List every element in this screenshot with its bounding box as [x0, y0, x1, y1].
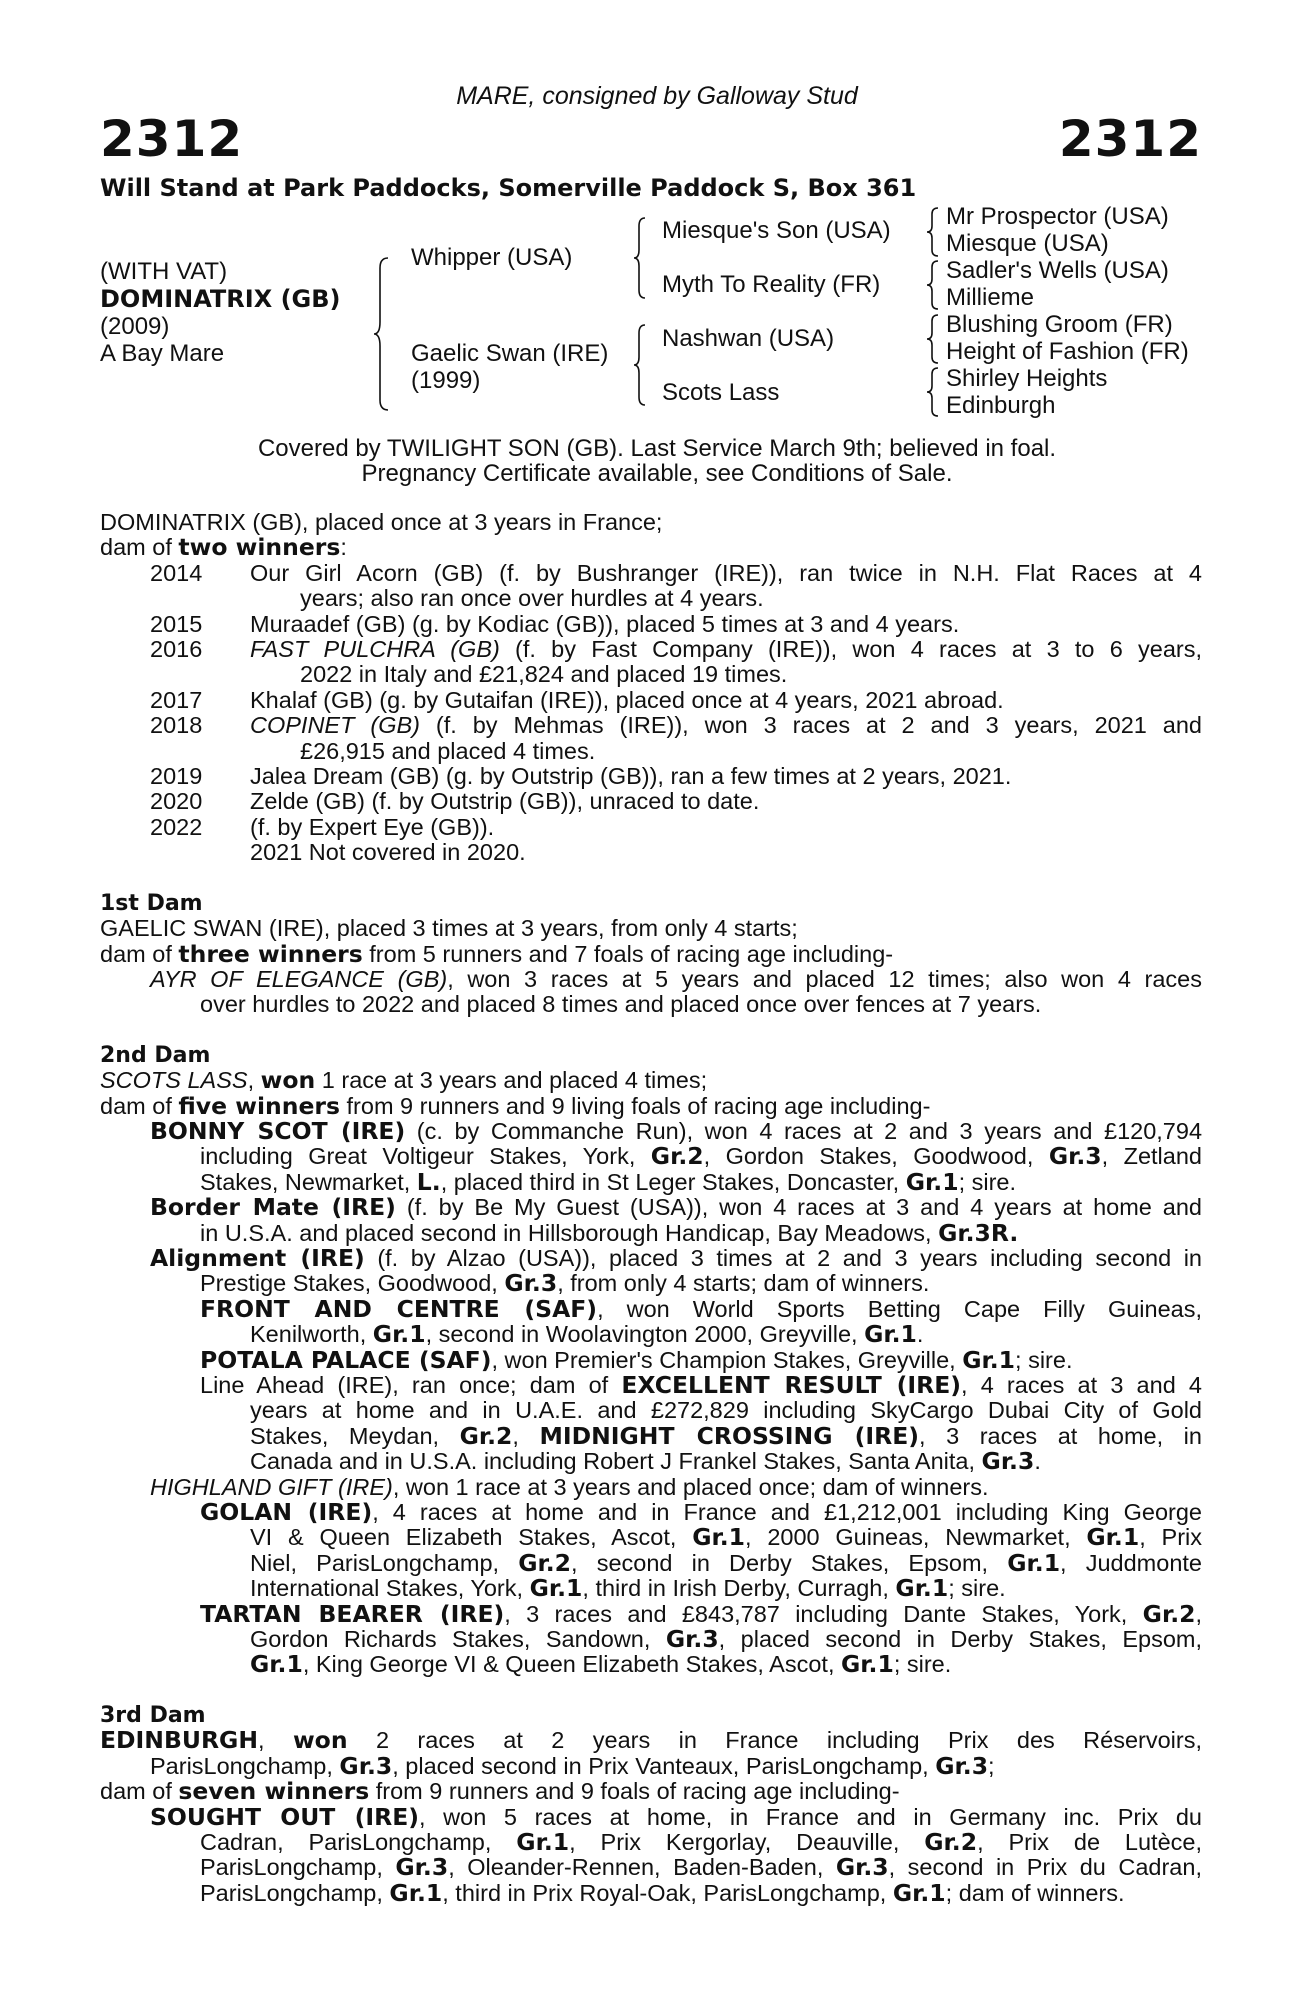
produce-row: 2020 Zelde (GB) (f. by Outstrip (GB)), unraced to date.	[150, 788, 760, 815]
pedigree-brace-g2	[925, 259, 941, 311]
third-dam-of: dam of seven winners from 9 runners and 9 foals of racing age including-	[100, 1777, 900, 1806]
gg-6: Height of Fashion (FR)	[946, 338, 1189, 365]
third-dam-line-cont: ParisLongchamp, Gr.3, placed second in Prix Vanteaux, ParisLongchamp, Gr.3;	[150, 1751, 995, 1780]
highland-gift: HIGHLAND GIFT (IRE), won 1 race at 3 years and placed once; dam of winners.	[150, 1473, 989, 1500]
winner-golan-cont: International Stakes, York, Gr.1, third in Irish Derby, Curragh, Gr.1; sire.	[250, 1574, 1006, 1603]
intro-line: DOMINATRIX (GB), placed once at 3 years in France;	[100, 509, 663, 535]
gg-8: Edinburgh	[946, 392, 1056, 419]
produce-row-cont: £26,915 and placed 4 times.	[300, 737, 596, 764]
winner-border-mate: Border Mate (IRE) (f. by Be My Guest (USA)), won 4 races at 3 and 4 years at home and	[150, 1193, 1203, 1222]
winner-sought-out: SOUGHT OUT (IRE), won 5 races at home, in France and in Germany inc. Prix du	[150, 1802, 1202, 1831]
winner-border-mate-cont: in U.S.A. and placed second in Hillsborough Handicap, Bay Meadows, Gr.3R.	[200, 1218, 1019, 1247]
sire-dam: Myth To Reality (FR)	[662, 271, 881, 298]
first-dam-of: dam of three winners from 5 runners and 7 foals of racing age including-	[100, 939, 894, 968]
winner-sought-out-cont: ParisLongchamp, Gr.3, Oleander-Rennen, Baden-Baden, Gr.3, second in Prix du Cadran,	[200, 1853, 1202, 1882]
horse-year: (2009)	[100, 313, 170, 340]
winner-golan-cont: Niel, ParisLongchamp, Gr.2, second in Derby Stakes, Epsom, Gr.1, Juddmonte	[250, 1548, 1202, 1577]
produce-row: 2015 Muraadef (GB) (g. by Kodiac (GB)), placed 5 times at 3 and 4 years.	[150, 610, 960, 637]
dam-year: (1999)	[411, 367, 481, 394]
third-dam-line: EDINBURGH, won 2 races at 2 years in France including Prix des Réservoirs,	[100, 1726, 1202, 1755]
winner-tartan-bearer: TARTAN BEARER (IRE), 3 races and £843,787 including Dante Stakes, York, Gr.2,	[200, 1599, 1203, 1628]
winner-front-and-centre-cont: Kenilworth, Gr.1, second in Woolavington 2000, Greyville, Gr.1.	[250, 1320, 924, 1349]
winner-golan: GOLAN (IRE), 4 races at home and in France and £1,212,001 including King George	[200, 1498, 1202, 1527]
produce-row: 2014 Our Girl Acorn (GB) (f. by Bushranger (IRE)), ran twice in N.H. Flat Races at 4	[150, 559, 1202, 586]
consigned-by: MARE, consigned by Galloway Stud	[456, 82, 858, 110]
pedigree-brace-sire	[632, 216, 648, 300]
intro-dam-of: dam of two winners:	[100, 533, 347, 562]
line-ahead-cont: years at home and in U.A.E. and £272,829 including SkyCargo Dubai City of Gold	[250, 1397, 1202, 1424]
gg-4: Millieme	[946, 284, 1035, 311]
sire: Whipper (USA)	[411, 244, 573, 271]
first-dam-winner-cont: over hurdles to 2022 and placed 8 times and placed once over fences at 7 years.	[200, 991, 1042, 1018]
produce-row-cont: 2022 in Italy and £21,824 and placed 19 times.	[300, 661, 788, 688]
pedigree-brace-dam	[632, 323, 648, 407]
gg-2: Miesque (USA)	[946, 230, 1109, 257]
first-dam-winner: AYR OF ELEGANCE (GB), won 3 races at 5 years and placed 12 times; also won 4 races	[150, 965, 1202, 992]
lot-number-right: 2312	[1058, 110, 1202, 168]
winner-alignment-cont: Prestige Stakes, Goodwood, Gr.3, from only 4 starts; dam of winners.	[200, 1269, 930, 1298]
gg-3: Sadler's Wells (USA)	[946, 257, 1169, 284]
produce-row: 2022 (f. by Expert Eye (GB)).	[150, 813, 495, 840]
second-dam-line: SCOTS LASS, won 1 race at 3 years and placed 4 times;	[100, 1066, 708, 1095]
horse-name: DOMINATRIX (GB)	[100, 285, 341, 313]
first-dam-line: GAELIC SWAN (IRE), placed 3 times at 3 years, from only 4 starts;	[100, 915, 798, 942]
winner-bonny-scot: BONNY SCOT (IRE) (c. by Commanche Run), won 4 races at 2 and 3 years and £120,794	[150, 1116, 1203, 1145]
covered-line-1: Covered by TWILIGHT SON (GB). Last Service March 9th; believed in foal.	[257, 435, 1057, 462]
second-dam-of: dam of five winners from 9 runners and 9 living foals of racing age including-	[100, 1091, 931, 1120]
winner-potala-palace: POTALA PALACE (SAF), won Premier's Champion Stakes, Greyville, Gr.1; sire.	[200, 1345, 1073, 1374]
lot-number-left: 2312	[100, 110, 244, 168]
winner-bonny-scot-cont: including Great Voltigeur Stakes, York, Gr.2, Gordon Stakes, Goodwood, Gr.3, Zetland	[200, 1142, 1202, 1171]
winner-golan-cont: VI & Queen Elizabeth Stakes, Ascot, Gr.1, 2000 Guineas, Newmarket, Gr.1, Prix	[250, 1523, 1202, 1552]
dam: Gaelic Swan (IRE)	[411, 340, 609, 367]
horse-description: A Bay Mare	[100, 340, 225, 367]
pedigree-brace-g1	[925, 206, 941, 258]
winner-bonny-scot-cont: Stakes, Newmarket, L., placed third in St Leger Stakes, Doncaster, Gr.1; sire.	[200, 1167, 1017, 1196]
produce-row: 2016 FAST PULCHRA (GB) (f. by Fast Company (IRE)), won 4 races at 3 to 6 years,	[150, 636, 1202, 663]
third-dam-heading: 3rd Dam	[100, 1702, 206, 1728]
winner-tartan-bearer-cont: Gordon Richards Stakes, Sandown, Gr.3, placed second in Derby Stakes, Epsom,	[250, 1625, 1203, 1654]
dam-dam: Scots Lass	[662, 379, 780, 406]
dam-sire: Nashwan (USA)	[662, 325, 835, 352]
catalogue-body	[100, 510, 1202, 1906]
stabling-location: Will Stand at Park Paddocks, Somerville Paddock S, Box 361	[100, 174, 917, 202]
produce-row: 2017 Khalaf (GB) (g. by Gutaifan (IRE)), placed once at 4 years, 2021 abroad.	[150, 686, 1004, 713]
winner-front-and-centre: FRONT AND CENTRE (SAF), won World Sports Betting Cape Filly Guineas,	[200, 1294, 1202, 1323]
second-dam-heading: 2nd Dam	[100, 1042, 211, 1068]
gg-5: Blushing Groom (FR)	[946, 311, 1173, 338]
winner-sought-out-cont: Cadran, ParisLongchamp, Gr.1, Prix Kergorlay, Deauville, Gr.2, Prix de Lutèce,	[200, 1827, 1203, 1856]
vat-note: (WITH VAT)	[100, 258, 228, 285]
first-dam-heading: 1st Dam	[100, 890, 203, 916]
winner-alignment: Alignment (IRE) (f. by Alzao (USA)), placed 3 times at 2 and 3 years including second in	[150, 1243, 1202, 1272]
produce-row-cont: years; also ran once over hurdles at 4 years.	[300, 585, 764, 612]
produce-record	[100, 561, 1202, 866]
covered-line-2: Pregnancy Certificate available, see Conditions of Sale.	[361, 460, 953, 487]
pedigree-brace-g4	[925, 366, 941, 418]
produce-row: 2018 COPINET (GB) (f. by Mehmas (IRE)), won 3 races at 2 and 3 years, 2021 and	[150, 712, 1202, 739]
winner-tartan-bearer-cont: Gr.1, King George VI & Queen Elizabeth Stakes, Ascot, Gr.1; sire.	[250, 1650, 952, 1679]
line-ahead-cont: Stakes, Meydan, Gr.2, MIDNIGHT CROSSING (IRE), 3 races at home, in	[250, 1421, 1202, 1450]
pedigree-brace-g3	[925, 313, 941, 365]
gg-7: Shirley Heights	[946, 365, 1108, 392]
produce-row: 2021 Not covered in 2020.	[250, 839, 526, 866]
line-ahead-cont: Canada and in U.S.A. including Robert J Frankel Stakes, Santa Anita, Gr.3.	[250, 1447, 1041, 1476]
produce-row: 2019 Jalea Dream (GB) (g. by Outstrip (GB)), ran a few times at 2 years, 2021.	[150, 763, 1012, 790]
gg-1: Mr Prospector (USA)	[946, 203, 1169, 230]
line-ahead: Line Ahead (IRE), ran once; dam of EXCELLENT RESULT (IRE), 4 races at 3 and 4	[200, 1371, 1203, 1399]
pedigree-brace-main	[372, 256, 392, 412]
winner-sought-out-cont: ParisLongchamp, Gr.1, third in Prix Royal-Oak, ParisLongchamp, Gr.1; dam of winners.	[200, 1878, 1125, 1907]
sire-sire: Miesque's Son (USA)	[662, 217, 891, 244]
